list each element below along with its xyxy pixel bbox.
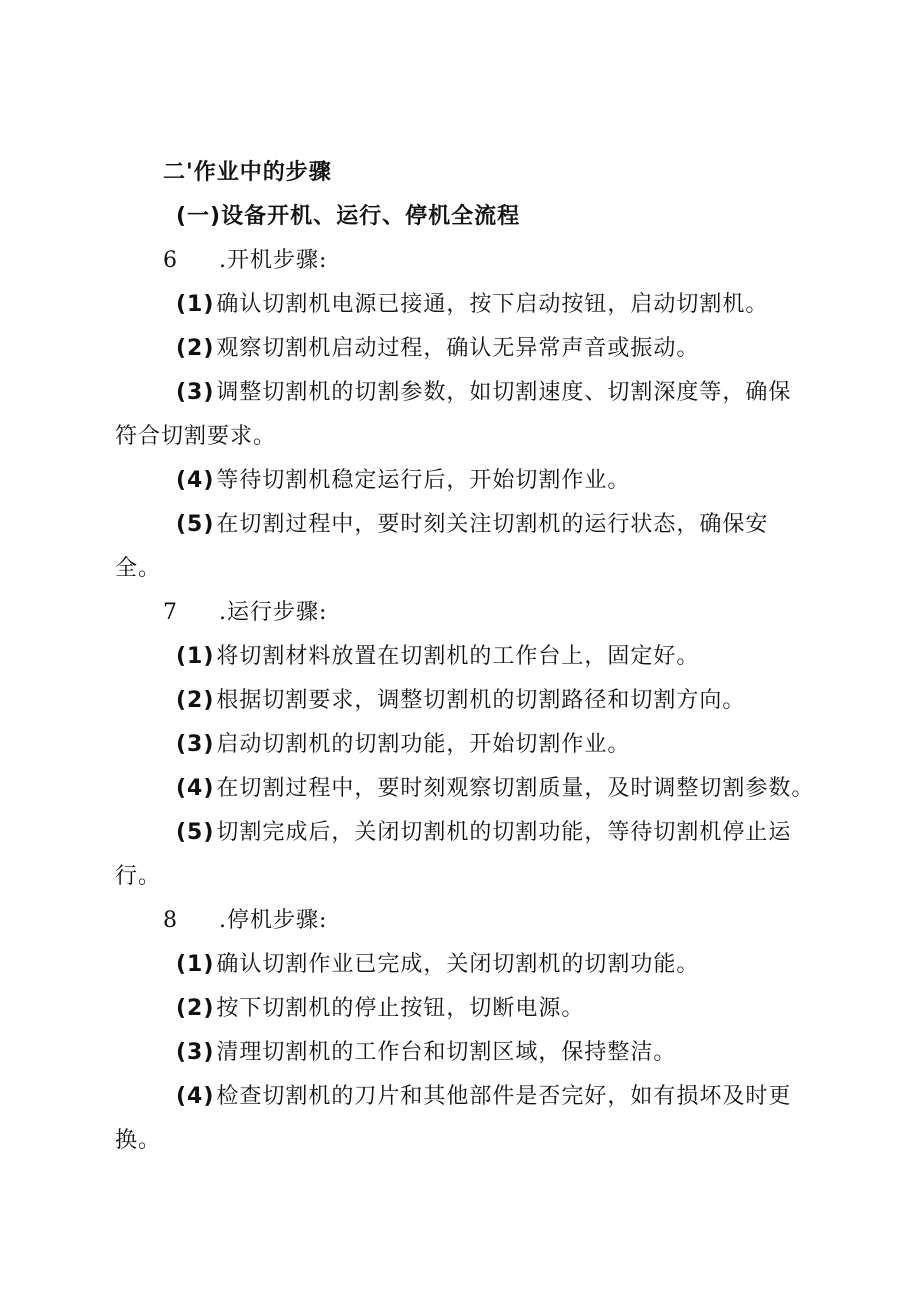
list-item xyxy=(176,1082,791,1112)
list-item xyxy=(176,994,584,1024)
section-title: 二'作业中的步骤 xyxy=(163,160,332,185)
group-number: 7 xyxy=(163,600,178,625)
item-text: 在切割过程中，要时刻关注切割机的运行状态，确保安 xyxy=(216,512,769,537)
item-text: 确认切割作业已完成，关闭切割机的切割功能。 xyxy=(216,952,700,977)
item-marker: (2) xyxy=(176,688,215,713)
item-marker: (5) xyxy=(176,512,215,537)
group-title: .停机步骤: xyxy=(219,908,328,933)
group-title: .运行步骤: xyxy=(219,600,328,625)
item-text: 将切割材料放置在切割机的工作台上，固定好。 xyxy=(216,644,700,669)
item-continuation: 换。 xyxy=(115,1128,162,1153)
list-item xyxy=(176,290,768,320)
list-item xyxy=(176,1038,676,1068)
item-marker: (4) xyxy=(176,1084,215,1109)
item-marker: (4) xyxy=(176,776,215,801)
group-heading-shutdown xyxy=(163,906,327,936)
item-marker: (2) xyxy=(176,336,215,361)
group-title: .开机步骤: xyxy=(219,248,328,273)
item-text: 清理切割机的工作台和切割区域，保持整洁。 xyxy=(216,1040,677,1065)
item-text: 检查切割机的刀片和其他部件是否完好，如有损坏及时更 xyxy=(216,1084,792,1109)
item-text: 观察切割机启动过程，确认无异常声音或振动。 xyxy=(216,336,700,361)
item-text: 在切割过程中，要时刻观察切割质量，及时调整切割参数。 xyxy=(216,776,815,801)
list-item xyxy=(176,686,745,716)
item-text: 启动切割机的切割功能，开始切割作业。 xyxy=(216,732,631,757)
list-item xyxy=(176,950,699,980)
item-marker: (1) xyxy=(176,644,215,669)
item-marker: (1) xyxy=(176,292,215,317)
list-item xyxy=(176,334,699,364)
list-item xyxy=(176,730,630,760)
list-item xyxy=(176,466,630,496)
item-continuation: 全。 xyxy=(115,556,162,581)
item-text: 调整切割机的切割参数，如切割速度、切割深度等，确保 xyxy=(216,380,792,405)
list-item xyxy=(176,642,699,672)
list-item xyxy=(176,818,791,848)
item-text: 切割完成后，关闭切割机的切割功能，等待切割机停止运 xyxy=(216,820,792,845)
item-marker: (3) xyxy=(176,1040,215,1065)
item-marker: (1) xyxy=(176,952,215,977)
item-text: 根据切割要求，调整切割机的切割路径和切割方向。 xyxy=(216,688,746,713)
item-marker: (3) xyxy=(176,732,215,757)
item-continuation: 符合切割要求。 xyxy=(115,424,277,449)
item-marker: (4) xyxy=(176,468,215,493)
item-text: 按下切割机的停止按钮，切断电源。 xyxy=(216,996,585,1021)
item-text: 等待切割机稳定运行后，开始切割作业。 xyxy=(216,468,631,493)
list-item xyxy=(176,510,768,540)
group-heading-running xyxy=(163,598,327,628)
item-marker: (3) xyxy=(176,380,215,405)
list-item xyxy=(176,378,791,408)
group-heading-startup xyxy=(163,246,327,276)
subsection-title: (一)设备开机、运行、停机全流程 xyxy=(176,204,521,229)
item-marker: (2) xyxy=(176,996,215,1021)
item-marker: (5) xyxy=(176,820,215,845)
group-number: 6 xyxy=(163,248,178,273)
item-text: 确认切割机电源已接通，按下启动按钮，启动切割机。 xyxy=(216,292,769,317)
group-number: 8 xyxy=(163,908,178,933)
item-continuation: 行。 xyxy=(115,864,162,889)
list-item xyxy=(176,774,814,804)
